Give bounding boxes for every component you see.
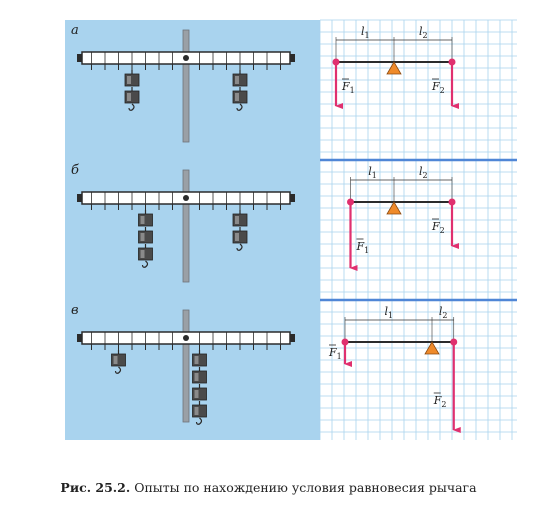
arm-length-l1: $l_1$ (384, 305, 394, 320)
weight-highlight (195, 407, 199, 415)
weight-highlight (114, 356, 118, 364)
weight-highlight (235, 233, 239, 241)
stand-rod (183, 30, 189, 142)
weight-highlight (235, 93, 239, 101)
lever-end-cap (290, 54, 295, 62)
weight-highlight (127, 76, 131, 84)
panel-label: а (71, 23, 79, 38)
weight-highlight (141, 233, 145, 241)
stand-rod (183, 310, 189, 422)
force-label-f2: $F_2$ (432, 80, 445, 95)
photo-panel-background (65, 160, 320, 300)
lever-end-cap (77, 194, 82, 202)
weight-highlight (195, 373, 199, 381)
figure-caption (0, 480, 537, 495)
caption-label: Рис. 25.2. (60, 480, 131, 495)
pivot-axis (183, 195, 189, 201)
arm-length-l1: $l_1$ (361, 25, 370, 40)
force-label-f2: $F_2$ (432, 220, 445, 235)
panel-label: в (71, 303, 79, 318)
weight-highlight (127, 93, 131, 101)
arm-length-l2: $l_2$ (419, 165, 428, 180)
force-label-f1: $F_1$ (329, 346, 342, 361)
lever-end-cap (77, 54, 82, 62)
weight-highlight (141, 216, 145, 224)
arm-length-l2: $l_2$ (438, 305, 448, 320)
lever-end-cap (290, 194, 295, 202)
photo-panel-background (65, 300, 320, 440)
arm-length-l1: $l_1$ (368, 165, 377, 180)
weight-highlight (235, 216, 239, 224)
force-label-f2: $F_2$ (433, 394, 447, 409)
grid-background (320, 300, 517, 440)
force-label-f1: $F_1$ (342, 80, 355, 95)
experiment-panel (65, 20, 517, 160)
stand-rod (183, 170, 189, 282)
weight-highlight (195, 390, 199, 398)
lever-end-cap (290, 334, 295, 342)
pivot-axis (183, 55, 189, 61)
weight-highlight (235, 76, 239, 84)
experiment-panel (65, 160, 517, 300)
weight-highlight (195, 356, 199, 364)
panel-label: б (71, 163, 79, 178)
caption-text: Опыты по нахождению условия равновесия рычага (134, 480, 477, 495)
photo-panel-background (65, 20, 320, 160)
pivot-axis (183, 335, 189, 341)
weight-highlight (141, 250, 145, 258)
force-label-f1: $F_1$ (356, 240, 370, 255)
experiment-panel (65, 300, 517, 440)
lever-end-cap (77, 334, 82, 342)
arm-length-l2: $l_2$ (419, 25, 428, 40)
